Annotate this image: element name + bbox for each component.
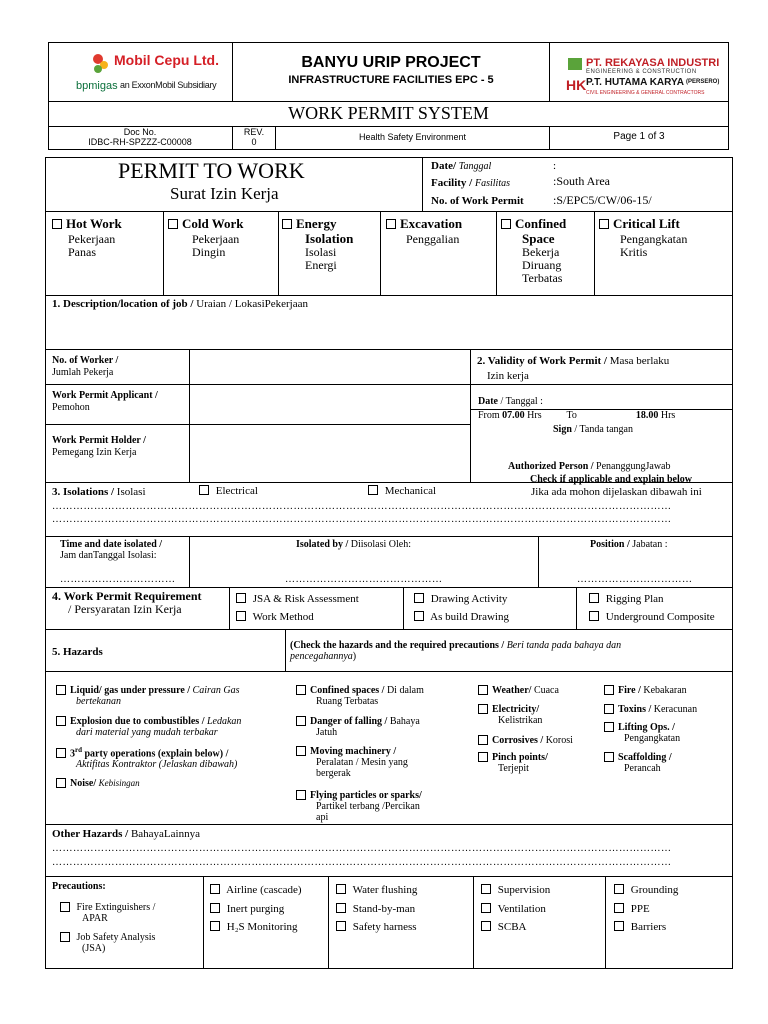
hazards-label: 5. Hazards bbox=[52, 646, 103, 658]
checkbox-icon[interactable] bbox=[236, 593, 246, 603]
precaution-label: Ventilation bbox=[497, 903, 546, 915]
logo-right-2: P.T. HUTAMA KARYA bbox=[586, 77, 684, 88]
date-label: Date/ bbox=[431, 160, 457, 172]
department: Health Safety Environment bbox=[358, 132, 467, 142]
checkbox-icon[interactable] bbox=[501, 219, 511, 229]
other-hazards-label-id: BahayaLainnya bbox=[130, 828, 200, 840]
hazard-label-id: Partikel terbang /Percikan bbox=[316, 801, 420, 812]
hazard-explosion[interactable] bbox=[56, 716, 281, 738]
req-label: Rigging Plan bbox=[605, 593, 664, 605]
date-label-id: Tanggal bbox=[458, 161, 492, 172]
applicant-field[interactable] bbox=[190, 385, 470, 424]
authorized-label-id: PenanggungJawab bbox=[596, 461, 671, 472]
checkbox-icon[interactable] bbox=[589, 611, 599, 621]
hazard-label-id: Peralatan / Mesin yang bbox=[316, 757, 408, 768]
checkbox-icon[interactable] bbox=[60, 902, 70, 912]
precaution-label: Water flushing bbox=[352, 884, 418, 896]
from-label: From bbox=[478, 410, 500, 421]
date-label: Date bbox=[478, 396, 498, 407]
precaution-ppe[interactable] bbox=[614, 903, 650, 915]
precaution-airline[interactable] bbox=[210, 884, 302, 896]
no-worker-field[interactable] bbox=[190, 350, 470, 384]
hazard-label: 3 bbox=[70, 748, 75, 760]
no-worker-label-id: Jumlah Pekerja bbox=[52, 367, 114, 378]
precaution-label: Inert purging bbox=[226, 903, 285, 915]
work-type-label: Cold Work bbox=[182, 216, 244, 231]
req-label: As build Drawing bbox=[430, 611, 509, 623]
checkbox-icon[interactable] bbox=[614, 884, 624, 894]
hazard-label-id: Kebakaran bbox=[643, 685, 687, 696]
check-note-id: Jika ada mohon dijelaskan dibawah ini bbox=[531, 486, 702, 498]
mechanical-label: Mechanical bbox=[384, 485, 437, 497]
req-work-method[interactable] bbox=[236, 611, 314, 623]
hazard-label: Flying particles or sparks/ bbox=[310, 790, 422, 801]
isolation-notes-line[interactable]: …………………………………………………………………………………………………………………………………………………………… bbox=[52, 501, 672, 512]
authorized-label: Authorized Person / bbox=[508, 461, 594, 472]
precaution-label: (JSA) bbox=[82, 943, 106, 954]
section1-label: 1. Description/location of job / bbox=[52, 298, 194, 310]
hazard-label-id: Di dalam bbox=[386, 685, 424, 696]
doc-no-label: Doc No. bbox=[123, 127, 157, 137]
hk-icon: HK bbox=[566, 77, 587, 93]
checkbox-icon[interactable] bbox=[236, 611, 246, 621]
hazard-label: Fire / bbox=[618, 685, 641, 696]
validity-label-id: Masa berlaku bbox=[609, 355, 670, 367]
req-rigging-plan[interactable] bbox=[589, 593, 664, 605]
logo-main-text: Mobil Cepu Ltd. bbox=[114, 52, 219, 68]
precaution-label: Stand-by-man bbox=[352, 903, 416, 915]
hazard-label: Moving machinery / bbox=[310, 746, 397, 757]
hrs-label: Hrs bbox=[527, 410, 542, 421]
checkbox-icon[interactable] bbox=[478, 704, 488, 714]
hazard-label: Pinch points/ bbox=[492, 752, 548, 763]
hazard-fire[interactable] bbox=[604, 685, 729, 696]
checkbox-icon[interactable] bbox=[52, 219, 62, 229]
checkbox-icon[interactable] bbox=[604, 685, 614, 695]
isolated-by-field[interactable]: ……………………………………… bbox=[285, 574, 443, 585]
hazard-flying-particles[interactable] bbox=[296, 790, 472, 823]
doc-no-value: IDBC-RH-SPZZZ-C00008 bbox=[88, 137, 192, 147]
work-type-id: Kritis bbox=[620, 245, 648, 259]
hazard-label-id: Korosi bbox=[545, 735, 573, 746]
precaution-scba[interactable] bbox=[481, 921, 527, 933]
work-type-label: Critical Lift bbox=[613, 216, 680, 231]
hazard-toxins[interactable] bbox=[604, 704, 729, 715]
project-title: BANYU URIP PROJECT bbox=[301, 54, 481, 71]
hazard-label: Corrosives / bbox=[492, 735, 544, 746]
hazards-instruction-en: (Check the hazards and the required precautions / bbox=[290, 640, 505, 651]
precaution-label: Grounding bbox=[630, 884, 679, 896]
work-type-id: Panas bbox=[68, 245, 96, 259]
work-type-hot-work[interactable] bbox=[52, 216, 162, 259]
applicant-label-id: Pemohon bbox=[52, 402, 90, 413]
hazard-label: Explosion due to combustibles / bbox=[70, 716, 205, 727]
hazard-scaffolding[interactable] bbox=[604, 752, 729, 774]
logo-sub-text: an ExxonMobil Subsidiary bbox=[120, 80, 217, 90]
logo-bp-text: bpmigas bbox=[76, 80, 118, 92]
work-type-confined-space[interactable] bbox=[501, 216, 593, 285]
hazard-label-id: Ledakan bbox=[206, 716, 242, 727]
req-drawing-activity[interactable] bbox=[414, 593, 507, 605]
other-hazards-line[interactable]: …………………………………………………………………………………………………………………………………………………………… bbox=[52, 857, 672, 868]
precaution-label: Airline (cascade) bbox=[226, 884, 302, 896]
precaution-jsa[interactable] bbox=[60, 932, 200, 954]
checkbox-icon[interactable] bbox=[56, 716, 66, 726]
hazard-lifting-ops[interactable] bbox=[604, 722, 729, 744]
section1-description[interactable] bbox=[52, 298, 308, 310]
req-label: Work Method bbox=[252, 611, 314, 623]
rekind-icon bbox=[568, 58, 582, 70]
work-type-id: Energi bbox=[305, 258, 337, 272]
isolations-label: 3. Isolations / bbox=[52, 486, 115, 498]
checkbox-icon[interactable] bbox=[478, 685, 488, 695]
work-type-id: Dingin bbox=[192, 245, 226, 259]
hazards-instruction bbox=[290, 640, 720, 662]
isolated-by-label-id: Diisolasi Oleh: bbox=[350, 539, 412, 550]
checkbox-icon[interactable] bbox=[296, 685, 306, 695]
page-number: Page 1 of 3 bbox=[613, 131, 665, 142]
hazards-instruction-id: Beri tanda pada bahaya dan bbox=[506, 640, 622, 651]
hazard-moving-machinery[interactable] bbox=[296, 746, 466, 779]
isolated-by-label: Isolated by / bbox=[296, 539, 349, 550]
precaution-water-flushing[interactable] bbox=[336, 884, 417, 896]
requirement-label-id: / Persyaratan Izin Kerja bbox=[68, 602, 182, 616]
hazard-label-id: api bbox=[316, 812, 329, 823]
checkbox-icon[interactable] bbox=[199, 485, 209, 495]
checkbox-icon[interactable] bbox=[481, 903, 491, 913]
mobil-cepu-logo bbox=[70, 50, 230, 96]
time-isolated-field[interactable]: …………………………… bbox=[60, 574, 176, 585]
hazard-label: Weather/ bbox=[492, 685, 532, 696]
permit-subtitle: Surat Izin Kerja bbox=[170, 184, 279, 203]
hazard-electricity[interactable] bbox=[478, 704, 598, 726]
checkbox-icon[interactable] bbox=[604, 722, 614, 732]
hazard-label-id: Pengangkatan bbox=[624, 733, 681, 744]
precaution-label: Supervision bbox=[497, 884, 551, 896]
permit-title: PERMIT TO WORK bbox=[118, 158, 305, 183]
work-type-id: Terbatas bbox=[522, 271, 563, 285]
hazard-label: Scaffolding / bbox=[618, 752, 672, 763]
precaution-label: PPE bbox=[630, 903, 650, 915]
req-label: Drawing Activity bbox=[430, 593, 508, 605]
hazard-label: party operations (explain below) / bbox=[82, 748, 229, 760]
validity-label-id2: Izin kerja bbox=[487, 370, 529, 382]
checkbox-icon[interactable] bbox=[56, 748, 66, 758]
checkbox-icon[interactable] bbox=[296, 790, 306, 800]
work-type-id: Pengangkatan bbox=[620, 232, 688, 246]
checkbox-icon[interactable] bbox=[210, 921, 220, 931]
checkbox-icon[interactable] bbox=[56, 685, 66, 695]
hazard-label: Toxins / bbox=[618, 704, 652, 715]
checkbox-icon[interactable] bbox=[60, 932, 70, 942]
checkbox-icon[interactable] bbox=[282, 219, 292, 229]
hazard-label-id: Terjepit bbox=[498, 763, 529, 774]
hazard-label: Danger of falling / bbox=[310, 716, 388, 727]
checkbox-icon[interactable] bbox=[589, 593, 599, 603]
rev-label: REV. bbox=[243, 127, 265, 137]
holder-label: Work Permit Holder / bbox=[52, 435, 146, 446]
hazard-label-id: Cuaca bbox=[533, 685, 559, 696]
position-label: Position / bbox=[590, 539, 630, 550]
isolations-label-id: Isolasi bbox=[116, 486, 146, 498]
hazard-liquid-gas[interactable] bbox=[56, 685, 281, 707]
work-type-label: Confined bbox=[515, 216, 567, 231]
logo-right-1-sub: ENGINEERING & CONSTRUCTION bbox=[586, 69, 697, 75]
precaution-h2s-monitoring[interactable] bbox=[210, 921, 298, 933]
holder-label-id: Pemegang Izin Kerja bbox=[52, 447, 137, 458]
work-type-excavation[interactable] bbox=[386, 216, 494, 246]
checkbox-icon[interactable] bbox=[604, 752, 614, 762]
hazards-instruction-end: ) bbox=[352, 651, 357, 662]
isolation-mechanical[interactable] bbox=[368, 485, 436, 497]
checkbox-icon[interactable] bbox=[386, 219, 396, 229]
time-isolated-label-id: Jam danTanggal Isolasi: bbox=[60, 550, 157, 561]
hazard-label-id: bertekanan bbox=[76, 696, 121, 707]
checkbox-icon[interactable] bbox=[478, 752, 488, 762]
checkbox-icon[interactable] bbox=[336, 921, 346, 931]
req-label: Underground Composite bbox=[605, 611, 715, 623]
position-field[interactable]: …………………………… bbox=[577, 574, 693, 585]
hazard-label: Confined spaces / bbox=[310, 685, 385, 696]
precaution-label: Safety harness bbox=[352, 921, 417, 933]
precaution-inert-purging[interactable] bbox=[210, 903, 284, 915]
isolation-notes-line[interactable]: …………………………………………………………………………………………………………………………………………………………… bbox=[52, 514, 672, 525]
work-type-id: Isolasi bbox=[305, 245, 337, 259]
position-label-id: Jabatan : bbox=[632, 539, 668, 550]
to-label: To bbox=[566, 410, 577, 421]
other-hazards-line[interactable]: …………………………………………………………………………………………………………………………………………………………… bbox=[52, 843, 672, 854]
hazard-label: Liquid/ gas under pressure / bbox=[70, 685, 191, 696]
work-type-cold-work[interactable] bbox=[168, 216, 276, 259]
work-type-id: Penggalian bbox=[406, 232, 460, 246]
work-type-label: Energy bbox=[296, 216, 337, 231]
req-underground-composite[interactable] bbox=[589, 611, 715, 623]
project-subtitle: INFRASTRUCTURE FACILITIES EPC - 5 bbox=[288, 74, 494, 86]
hazard-label-id: dari material yang mudah terbakar bbox=[76, 727, 218, 738]
checkbox-icon[interactable] bbox=[481, 884, 491, 894]
precaution-supervision[interactable] bbox=[481, 884, 550, 896]
checkbox-icon[interactable] bbox=[296, 716, 306, 726]
checkbox-icon[interactable] bbox=[599, 219, 609, 229]
signature-field[interactable] bbox=[472, 430, 730, 462]
work-type-energy-isolation[interactable] bbox=[282, 216, 378, 272]
hazard-label-id: Jatuh bbox=[316, 727, 338, 738]
to-value: 18.00 bbox=[635, 410, 659, 421]
checkbox-icon[interactable] bbox=[296, 746, 306, 756]
time-isolated-label: Time and date isolated / bbox=[60, 539, 163, 550]
hazard-label: Lifting Ops. / bbox=[618, 722, 675, 733]
precaution-label: Barriers bbox=[630, 921, 667, 933]
isolation-electrical[interactable] bbox=[199, 485, 258, 497]
req-jsa[interactable] bbox=[236, 593, 359, 605]
hazard-label-id: Ruang Terbatas bbox=[316, 696, 379, 707]
req-as-build-drawing[interactable] bbox=[414, 611, 509, 623]
checkbox-icon[interactable] bbox=[168, 219, 178, 229]
precaution-grounding[interactable] bbox=[614, 884, 678, 896]
logo-right-2-tag: (PERSERO) bbox=[686, 79, 720, 85]
requirement-label: 4. Work Permit Requirement bbox=[52, 589, 202, 603]
electrical-label: Electrical bbox=[215, 485, 258, 497]
req-label: JSA & Risk Assessment bbox=[252, 593, 359, 605]
checkbox-icon[interactable] bbox=[604, 704, 614, 714]
no-worker-label: No. of Worker / bbox=[52, 355, 119, 366]
checkbox-icon[interactable] bbox=[614, 921, 624, 931]
precaution-barriers[interactable] bbox=[614, 921, 666, 933]
checkbox-icon[interactable] bbox=[414, 611, 424, 621]
work-type-critical-lift[interactable] bbox=[599, 216, 731, 259]
precaution-ventilation[interactable] bbox=[481, 903, 546, 915]
precaution-stand-by-man[interactable] bbox=[336, 903, 415, 915]
precaution-safety-harness[interactable] bbox=[336, 921, 417, 933]
precaution-label: SCBA bbox=[497, 921, 527, 933]
facility-value[interactable]: :South Area bbox=[553, 174, 610, 188]
hazard-label-sup: rd bbox=[75, 746, 82, 754]
facility-label: Facility / bbox=[431, 177, 473, 189]
checkbox-icon[interactable] bbox=[210, 903, 220, 913]
precaution-label: Fire Extinguishers / bbox=[76, 902, 156, 913]
check-note: Check if applicable and explain below bbox=[530, 474, 692, 485]
precaution-fire-extinguishers[interactable] bbox=[60, 902, 200, 924]
logo-right-2-sub: CIVIL ENGINEERING & GENERAL CONTRACTORS bbox=[586, 90, 705, 96]
permit-number-value[interactable]: :S/EPC5/CW/06-15/ bbox=[553, 193, 652, 207]
precautions-label: Precautions: bbox=[52, 881, 106, 892]
checkbox-icon[interactable] bbox=[478, 735, 488, 745]
hazard-confined-spaces[interactable] bbox=[296, 685, 466, 707]
permit-number-label: No. of Work Permit bbox=[431, 195, 524, 207]
hazard-label-id: Keracunan bbox=[653, 704, 698, 715]
from-value: 07.00 bbox=[502, 410, 525, 421]
hazard-label-id: Kebisingan bbox=[98, 778, 140, 788]
date-value[interactable]: : bbox=[553, 160, 557, 172]
hazard-danger-falling[interactable] bbox=[296, 716, 466, 738]
work-type-label: Excavation bbox=[400, 216, 463, 231]
section1-label-id: Uraian / LokasiPekerjaan bbox=[196, 298, 309, 310]
other-hazards-label: Other Hazards / bbox=[52, 828, 129, 840]
sign-label: Sign bbox=[553, 424, 572, 435]
hazard-label-id: Kelistrikan bbox=[498, 715, 543, 726]
holder-field[interactable] bbox=[190, 425, 470, 482]
precaution-label: H₂S Monitoring bbox=[226, 921, 298, 933]
work-type-label-2: Isolation bbox=[305, 231, 354, 246]
precaution-label: Job Safety Analysis bbox=[76, 932, 156, 943]
validity-label: 2. Validity of Work Permit / bbox=[477, 355, 607, 367]
sign-label-id: / Tanda tangan bbox=[574, 424, 633, 435]
work-type-label: Hot Work bbox=[66, 216, 122, 231]
validity-time-range[interactable] bbox=[478, 410, 728, 421]
checkbox-icon[interactable] bbox=[368, 485, 378, 495]
work-type-id: Pekerjaan bbox=[192, 232, 240, 246]
hazard-label: Electricity/ bbox=[492, 704, 540, 715]
hazard-third-party[interactable] bbox=[56, 745, 281, 770]
hazard-label: Noise/ bbox=[70, 778, 97, 789]
hazard-label-id: Aktifitas Kontraktor (Jelaskan dibawah) bbox=[76, 759, 238, 771]
location-pin-icon bbox=[90, 52, 112, 76]
checkbox-icon[interactable] bbox=[414, 593, 424, 603]
checkbox-icon[interactable] bbox=[336, 903, 346, 913]
hazards-instruction-id2: pencegahannya bbox=[290, 651, 353, 662]
work-type-id: Bekerja bbox=[522, 245, 560, 259]
hazard-label-id: Cairan Gas bbox=[192, 685, 240, 696]
contractor-logo bbox=[560, 55, 725, 99]
checkbox-icon[interactable] bbox=[481, 921, 491, 931]
hazard-weather[interactable] bbox=[478, 685, 598, 696]
hazard-label-id: Perancah bbox=[624, 763, 661, 774]
date-label-id: / Tanggal : bbox=[500, 396, 543, 407]
checkbox-icon[interactable] bbox=[210, 884, 220, 894]
facility-label-id: Fasilitas bbox=[475, 178, 511, 189]
rev-value: 0 bbox=[251, 137, 257, 147]
checkbox-icon[interactable] bbox=[614, 903, 624, 913]
logo-right-1: PT. REKAYASA INDUSTRI bbox=[586, 57, 720, 69]
hrs-label: Hrs bbox=[660, 410, 676, 421]
system-title: WORK PERMIT SYSTEM bbox=[288, 103, 489, 123]
hazard-pinch-points[interactable] bbox=[478, 752, 598, 774]
work-type-id: Diruang bbox=[522, 258, 562, 272]
work-type-id: Pekerjaan bbox=[68, 232, 116, 246]
hazard-label-id: Bahaya bbox=[389, 716, 420, 727]
precaution-label: APAR bbox=[82, 913, 108, 924]
checkbox-icon[interactable] bbox=[336, 884, 346, 894]
work-type-label-2: Space bbox=[522, 231, 555, 246]
hazard-noise[interactable] bbox=[56, 778, 281, 789]
hazard-label-id: bergerak bbox=[316, 768, 351, 779]
hazard-corrosives[interactable] bbox=[478, 735, 598, 746]
applicant-label: Work Permit Applicant / bbox=[52, 390, 158, 401]
checkbox-icon[interactable] bbox=[56, 778, 66, 788]
